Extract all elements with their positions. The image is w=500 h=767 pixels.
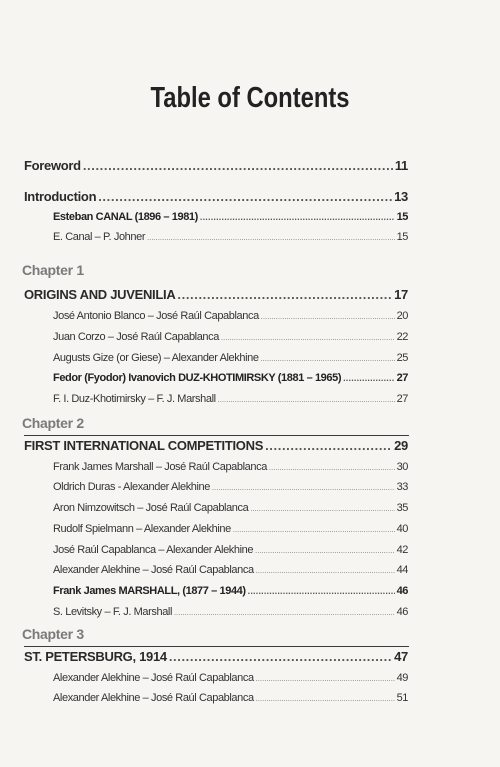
entry-label: Augusts Gize (or Giese) – Alexander Alekhine [53,352,259,364]
toc-entry-ch1-game-4[interactable] [53,393,408,405]
page-number: 30 [396,461,408,473]
dot-leader [261,356,395,363]
entry-label: ST. PETERSBURG, 1914 [24,649,167,664]
page-number: 15 [396,211,408,223]
dot-leader [218,397,395,404]
dot-leader [256,676,395,683]
page-number: 35 [396,502,408,514]
toc-entry-introduction[interactable] [24,189,408,204]
entry-label: E. Canal – P. Johner [53,231,146,243]
page-number: 22 [396,331,408,343]
dot-leader [98,189,392,204]
page-number: 46 [396,606,408,618]
chapter-1-heading: Chapter 1 [22,262,84,278]
entry-label: Alexander Alekhine – José Raúl Capablanca [53,564,254,576]
entry-label: Fedor (Fyodor) Ivanovich DUZ-KHOTIMIRSKY (1881 – 1965) [53,372,342,384]
chapter-3-rule [24,646,409,647]
toc-entry-ch1-game-1[interactable] [53,310,408,322]
page-number: 27 [396,393,408,405]
dot-leader [200,212,395,222]
entry-label: F. I. Duz-Khotimirsky – F. J. Marshall [53,393,216,405]
toc-entry-canal-game[interactable] [53,231,408,243]
toc-entry-ch2-game-3[interactable] [53,502,408,514]
entry-label: ORIGINS AND JUVENILIA [24,287,176,302]
dot-leader [174,610,395,617]
dot-leader [212,485,395,492]
toc-entry-ch2-bio[interactable] [53,585,408,597]
dot-leader [343,373,394,383]
page-number: 46 [396,585,408,597]
dot-leader [83,158,393,173]
toc-entry-ch2-game-4[interactable] [53,523,408,535]
entry-label: Foreword [24,158,81,173]
page-number: 49 [396,672,408,684]
toc-entry-ch2-game-2[interactable] [53,481,408,493]
page-number: 44 [396,564,408,576]
page-number: 13 [394,189,408,204]
toc-entry-canal-bio[interactable] [53,211,408,223]
toc-entry-ch1-game-2[interactable] [53,331,408,343]
dot-leader [269,465,395,472]
dot-leader [169,649,392,664]
entry-label: Rudolf Spielmann – Alexander Alekhine [53,523,231,535]
entry-label: Introduction [24,189,97,204]
page-number: 47 [394,649,408,664]
page-number: 29 [394,438,408,453]
page-number: 11 [394,158,408,173]
chapter-3-heading: Chapter 3 [22,626,84,642]
entry-label: Alexander Alekhine – José Raúl Capablanca [53,692,254,704]
entry-label: Frank James Marshall – José Raúl Capablanca [53,461,267,473]
toc-entry-ch3-game-1[interactable] [53,672,408,684]
entry-label: FIRST INTERNATIONAL COMPETITIONS [24,438,264,453]
page-number: 20 [396,310,408,322]
dot-leader [233,527,395,534]
page-number: 40 [396,523,408,535]
page-number: 42 [396,544,408,556]
entry-label: José Raúl Capablanca – Alexander Alekhine [53,544,254,556]
dot-leader [248,586,395,596]
dot-leader [256,568,395,575]
toc-entry-ch2-game-1[interactable] [53,461,408,473]
chapter-2-heading: Chapter 2 [22,415,84,431]
toc-entry-foreword[interactable] [24,158,408,173]
entry-label: Alexander Alekhine – José Raúl Capablanca [53,672,254,684]
entry-label: Aron Nimzowitsch – José Raúl Capablanca [53,502,249,514]
dot-leader [261,314,395,321]
toc-entry-ch3-game-2[interactable] [53,692,408,704]
toc-entry-chapter-2[interactable] [24,438,408,453]
page-number: 51 [396,692,408,704]
dot-leader [255,548,394,555]
dot-leader [221,335,395,342]
toc-entry-chapter-1[interactable] [24,287,408,302]
toc-entry-chapter-3[interactable] [24,649,408,664]
page-number: 33 [396,481,408,493]
entry-label: Esteban CANAL (1896 – 1981) [53,211,198,223]
page-number: 25 [396,352,408,364]
page-number: 27 [396,372,408,384]
toc-entry-ch2-game-6[interactable] [53,564,408,576]
page-number: 17 [394,287,408,302]
dot-leader [177,287,392,302]
entry-label: Oldrich Duras - Alexander Alekhine [53,481,210,493]
entry-label: Frank James MARSHALL, (1877 – 1944) [53,585,246,597]
toc-entry-ch1-game-3[interactable] [53,352,408,364]
toc-entry-ch1-bio[interactable] [53,372,408,384]
dot-leader [256,696,395,703]
toc-entry-ch2-game-7[interactable] [53,606,408,618]
page-title: Table of Contents [150,82,350,114]
entry-label: S. Levitsky – F. J. Marshall [53,606,173,618]
dot-leader [147,235,394,242]
dot-leader [250,506,394,513]
dot-leader [265,438,392,453]
page-number: 15 [396,231,408,243]
entry-label: José Antonio Blanco – José Raúl Capablanca [53,310,259,322]
toc-entry-ch2-game-5[interactable] [53,544,408,556]
entry-label: Juan Corzo – José Raúl Capablanca [53,331,219,343]
chapter-2-rule [24,435,409,436]
